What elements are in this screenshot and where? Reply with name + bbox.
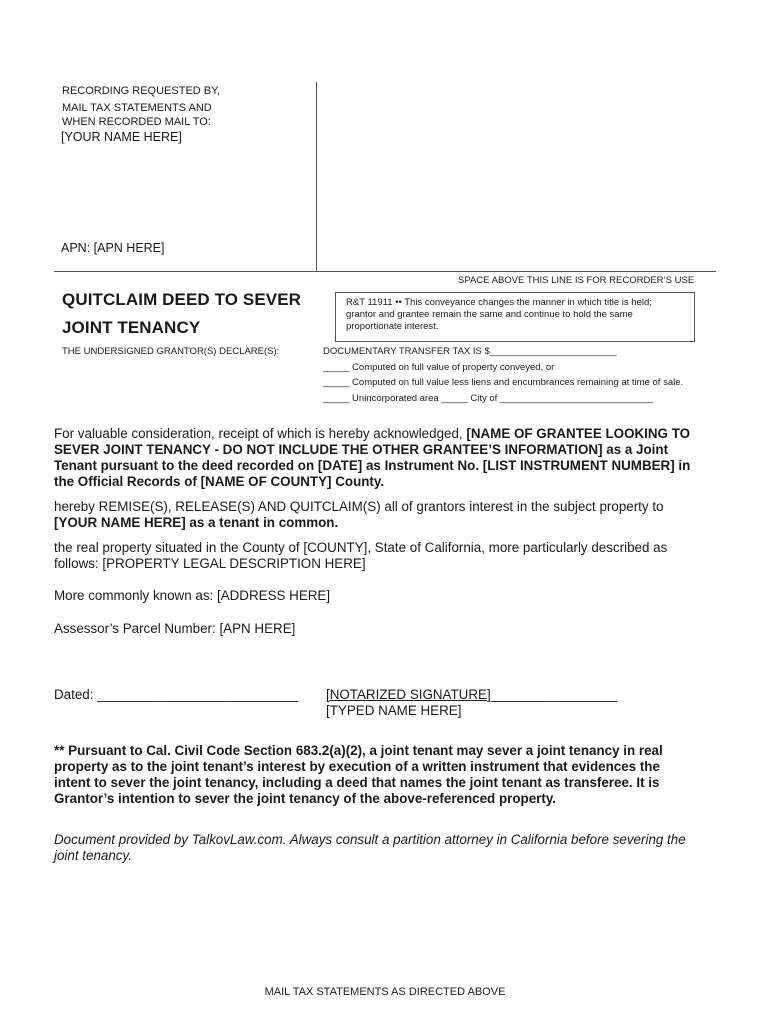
- p1-bold-2: SEVER JOINT TENANCY - DO NOT INCLUDE THE OTHER GRANTEE’S INFORMATION] as a Joint: [54, 442, 669, 457]
- transfer-tax-option-3: _____ Unincorporated area _____ City of _____________________________: [323, 393, 654, 404]
- provided-by-line2: joint tenancy.: [54, 848, 132, 863]
- footnote-line4: Grantor’s intention to sever the joint tenancy of the above-referenced property.: [54, 791, 556, 806]
- signature-line: [326, 687, 617, 703]
- transfer-tax-label: DOCUMENTARY TRANSFER TAX IS $________________________: [323, 346, 617, 357]
- consideration-paragraph: [54, 426, 734, 490]
- property-paragraph: [54, 540, 734, 572]
- rt-line3: proportionate interest.: [346, 321, 439, 332]
- rt-code-box: [335, 292, 695, 342]
- recording-requested-label: RECORDING REQUESTED BY,: [62, 85, 221, 97]
- recording-block: [62, 84, 220, 129]
- p3-line1: the real property situated in the County of [COUNTY], State of California, more particularly described as: [54, 540, 668, 555]
- p1-bold-3: Tenant pursuant to the deed recorded on [DATE] as Instrument No. [LIST INSTRUMENT NUMBER] in: [54, 458, 691, 473]
- rt-line2: grantor and grantee remain the same and continue to hold the same: [346, 309, 633, 320]
- p1-bold-1: [NAME OF GRANTEE LOOKING TO: [466, 426, 691, 441]
- rt-line1: R&T 11911 •• This conveyance changes the manner in which title is held;: [346, 297, 652, 308]
- mail-tax-label: MAIL TAX STATEMENTS AND: [62, 102, 212, 114]
- p1-bold-4: the Official Records of [NAME OF COUNTY] County.: [54, 474, 385, 489]
- severance-footnote: [54, 743, 744, 807]
- recorder-divider-horizontal: [54, 271, 716, 272]
- recording-divider-vertical: [316, 82, 317, 272]
- p2-line1: hereby REMISE(S), RELEASE(S) AND QUITCLAIM(S) all of grantors interest in the subject property to: [54, 499, 664, 514]
- p1-plain: For valuable consideration, receipt of which is hereby acknowledged,: [54, 426, 467, 441]
- transfer-tax-option-1: _____ Computed on full value of property conveyed, or: [323, 362, 555, 373]
- when-recorded-label: WHEN RECORDED MAIL TO:: [62, 116, 211, 128]
- p3-line2: follows: [PROPERTY LEGAL DESCRIPTION HERE]: [54, 556, 366, 571]
- signature-underline: _________________: [490, 687, 618, 702]
- deed-title-line2: JOINT TENANCY: [62, 318, 201, 337]
- grantor-declare: THE UNDERSIGNED GRANTOR(S) DECLARE(S):: [62, 346, 280, 357]
- quitclaim-paragraph: [54, 499, 734, 531]
- recorder-note: SPACE ABOVE THIS LINE IS FOR RECORDER’S USE: [458, 275, 695, 286]
- footnote-line1: ** Pursuant to Cal. Civil Code Section 683.2(a)(2), a joint tenant may sever a joint tenancy in real: [54, 743, 663, 758]
- page-footer: MAIL TAX STATEMENTS AS DIRECTED ABOVE: [264, 986, 506, 998]
- apn-line: APN: [APN HERE]: [61, 241, 165, 255]
- known-as-line: More commonly known as: [ADDRESS HERE]: [54, 588, 331, 603]
- notarized-signature: [NOTARIZED SIGNATURE]: [326, 687, 491, 702]
- recording-name: [YOUR NAME HERE]: [61, 130, 182, 144]
- parcel-number-line: Assessor’s Parcel Number: [APN HERE]: [54, 621, 296, 636]
- transfer-tax-option-2: _____ Computed on full value less liens and encumbrances remaining at time of sale.: [323, 377, 684, 388]
- provided-by-line1: Document provided by TalkovLaw.com. Always consult a partition attorney in California before severing the: [54, 832, 686, 847]
- p2-line2: [YOUR NAME HERE] as a tenant in common.: [54, 515, 339, 530]
- footnote-line3: intent to sever the joint tenancy, including a deed that names the joint tenant as transferee. It is: [54, 775, 660, 790]
- provided-by-note: [54, 832, 744, 864]
- footnote-line2: property as to the joint tenant’s interest by execution of a written instrument that evidences the: [54, 759, 660, 774]
- deed-title-line1: QUITCLAIM DEED TO SEVER: [62, 290, 302, 309]
- typed-name: [TYPED NAME HERE]: [326, 703, 462, 718]
- dated-line: Dated: ___________________________: [54, 687, 299, 702]
